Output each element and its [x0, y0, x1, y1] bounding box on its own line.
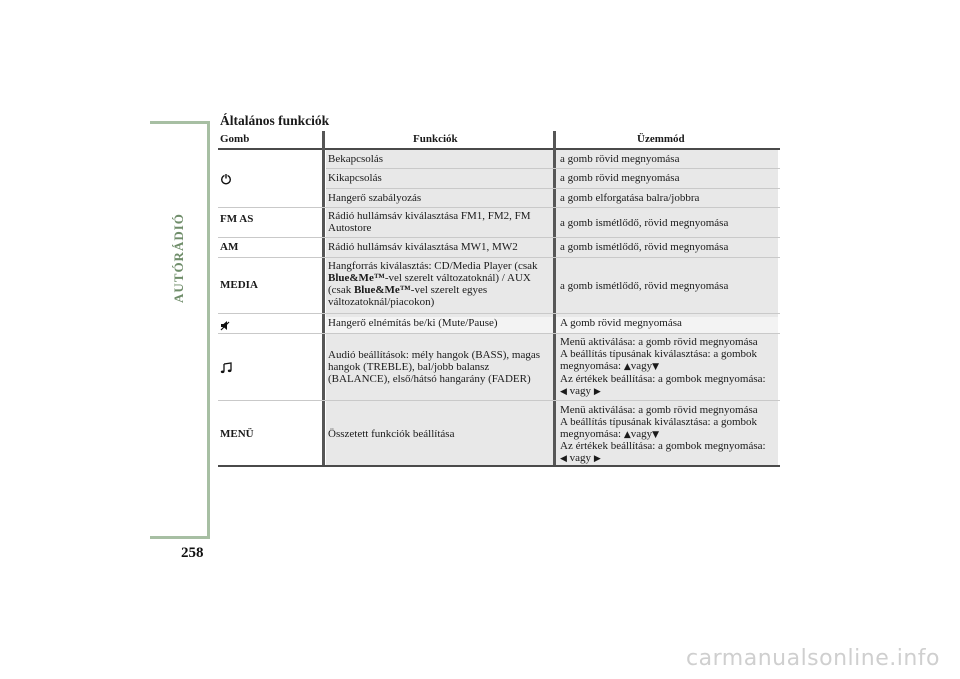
page-number: 258	[181, 545, 204, 561]
watermark: carmanualsonline.info	[686, 646, 940, 671]
function-text: -vel szerelt egyes	[410, 284, 488, 296]
blue-me-brand: Blue&Me™	[328, 272, 385, 284]
frame-bottom-line	[150, 536, 210, 539]
column-separator	[322, 131, 325, 465]
mode-text: megnyomása:	[560, 428, 624, 440]
mode-text: vagy	[630, 360, 653, 372]
button-media: MEDIA	[220, 279, 258, 291]
row-function: hangok (TREBLE), bal/jobb balansz	[328, 361, 490, 373]
arrow-down-icon: ▼	[652, 430, 660, 440]
header-mode: Üzemmód	[637, 133, 685, 145]
frame-top-line	[150, 121, 210, 124]
button-menu: MENÜ	[220, 428, 254, 440]
row-mode: a gomb rövid megnyomása	[560, 172, 680, 184]
row-mode: Menü aktiválása: a gomb rövid megnyomása	[560, 404, 758, 416]
header-functions: Funkciók	[413, 133, 458, 145]
row-function: Autostore	[328, 222, 372, 234]
power-icon	[220, 172, 232, 190]
arrow-left-icon: ◀	[560, 454, 567, 464]
function-text: (csak	[328, 284, 354, 296]
row-mode: a gomb ismétlődő, rövid megnyomása	[560, 280, 729, 292]
header-rule	[218, 148, 780, 150]
row-function: (BALANCE), első/hátsó hangarány (FADER)	[328, 373, 531, 385]
chapter-label: AUTÓRÁDIÓ	[171, 213, 186, 303]
blue-me-brand: Blue&Me™	[353, 284, 411, 296]
row-mode: a gomb rövid megnyomása	[560, 153, 680, 165]
row-mode: a gomb ismétlődő, rövid megnyomása	[560, 241, 729, 253]
section-title: Általános funkciók	[220, 113, 330, 128]
row-function: Kikapcsolás	[328, 172, 382, 184]
arrow-right-icon: ▶	[593, 387, 601, 397]
row-mode: Menü aktiválása: a gomb rövid megnyomása	[560, 336, 758, 348]
row-function: Hangerő szabályozás	[328, 192, 422, 204]
row-function	[328, 273, 531, 285]
row-function: Rádió hullámsáv kiválasztása MW1, MW2	[328, 241, 518, 253]
row-mode: A beállítás típusának kiválasztása: a gombok	[560, 416, 758, 428]
row-function: Audió beállítások: mély hangok (BASS), magas	[328, 349, 541, 361]
button-fm-as: FM AS	[220, 213, 254, 225]
row-mode: a gomb ismétlődő, rövid megnyomása	[560, 217, 729, 229]
arrow-left-icon: ◀	[560, 387, 567, 397]
mode-text: vagy	[630, 428, 653, 440]
mute-icon	[220, 318, 232, 336]
button-am: AM	[220, 241, 239, 253]
arrow-up-icon: ▲	[623, 430, 631, 440]
row-function: Bekapcsolás	[328, 153, 383, 165]
row-function: Hangerő elnémítás be/ki (Mute/Pause)	[328, 317, 498, 329]
row-function: változatoknál/piacokon)	[328, 296, 435, 308]
column-separator	[553, 131, 556, 465]
arrow-right-icon: ▶	[593, 454, 601, 464]
row-function	[328, 285, 487, 297]
row-mode	[560, 453, 601, 466]
arrow-up-icon: ▲	[623, 362, 631, 372]
mode-text: megnyomása:	[560, 360, 624, 372]
function-text: -vel szerelt változatoknál) / AUX	[384, 272, 531, 284]
row-function: Hangforrás kiválasztás: CD/Media Player (csak	[328, 260, 538, 272]
row-mode: a gomb elforgatása balra/jobbra	[560, 192, 700, 204]
row-mode: Az értékek beállítása: a gombok megnyomása:	[560, 440, 766, 452]
music-note-icon	[220, 361, 232, 379]
row-mode	[560, 361, 659, 374]
arrow-down-icon: ▼	[652, 362, 660, 372]
mode-text: vagy	[569, 452, 592, 464]
row-mode: A beállítás típusának kiválasztása: a gombok	[560, 348, 758, 360]
header-button: Gomb	[220, 133, 250, 145]
row-mode: A gomb rövid megnyomása	[560, 317, 682, 329]
row-function: Rádió hullámsáv kiválasztása FM1, FM2, FM	[328, 210, 531, 222]
frame-vertical-line	[207, 121, 210, 539]
row-function: Összetett funkciók beállítása	[328, 428, 455, 440]
mode-text: vagy	[569, 385, 592, 397]
row-mode	[560, 386, 601, 399]
row-mode: Az értékek beállítása: a gombok megnyomása:	[560, 373, 766, 385]
